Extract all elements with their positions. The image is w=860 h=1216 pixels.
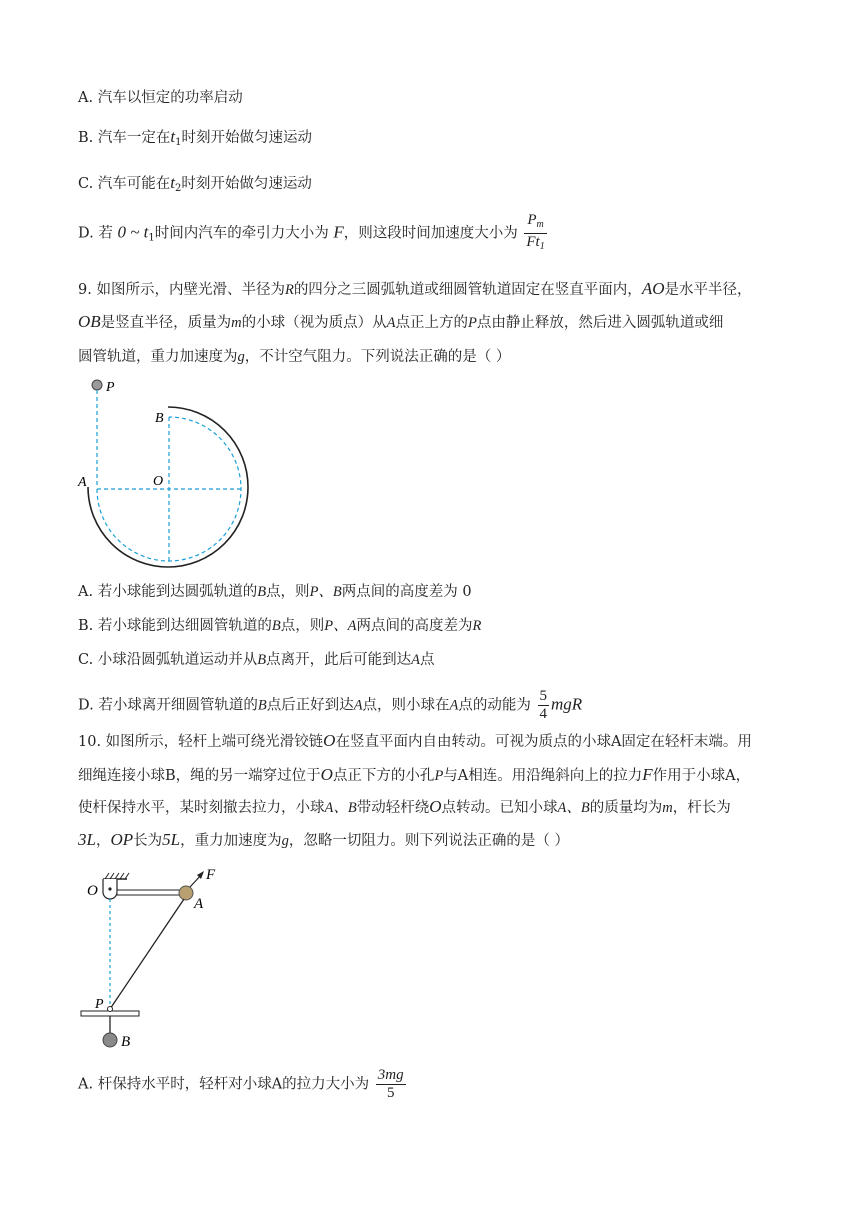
q9-stem-line-3: 圆管轨道，重力加速度为g，不计空气阻力。下列说法正确的是（ ） xyxy=(78,349,511,365)
q9-option-c: C. 小球沿圆弧轨道运动并从B点离开，此后可能到达A点 xyxy=(78,652,435,668)
q8-option-b: B. 汽车一定在$t_1$时刻开始做匀速运动 xyxy=(78,127,312,148)
label-p: P xyxy=(106,380,115,395)
hole-p xyxy=(108,1007,113,1012)
label-a: A xyxy=(78,475,87,490)
q8-option-d: D. 若 0 ~ $t_1$时间内汽车的牵引力大小为 F，则这段时间加速度大小为 $\frac{P_m}{Ft_1}$ xyxy=(78,212,549,255)
label-o: O xyxy=(87,883,98,899)
label-p: P xyxy=(95,997,104,1012)
string-pa xyxy=(110,899,184,1009)
q9-stem-line-1: 9. 如图所示，内壁光滑、半径为R的四分之三圆弧轨道或细圆管轨道固定在竖直平面内，AO是水平半径， xyxy=(78,279,752,298)
q9-track-figure xyxy=(75,372,260,572)
q9-option-b: B. 若小球能到达细圆管轨道的B点，则P、A两点间的高度差为R xyxy=(78,618,482,634)
ball-b xyxy=(103,1033,117,1047)
five-quarters-fraction: $\frac{5}{4}$ xyxy=(539,688,548,722)
label-b: B xyxy=(155,411,164,426)
q10-stem-line-4: 3L，OP长为5L，重力加速度为g，忽略一切阻力。则下列说法正确的是（ ） xyxy=(78,830,569,849)
q9-option-a: A. 若小球能到达圆弧轨道的B点，则P、B两点间的高度差为 0 xyxy=(78,584,472,600)
q10-option-a: A. 杆保持水平时，轻杆对小球A的拉力大小为 $\frac{3mg}{5}$ xyxy=(78,1067,404,1101)
q8-option-c: C. 汽车可能在$t_2$时刻开始做匀速运动 xyxy=(78,173,312,194)
label-o: O xyxy=(153,474,164,489)
label-b: B xyxy=(121,1034,131,1050)
power-over-force-fraction: $\frac{P_m}{Ft_1}$ xyxy=(526,212,545,252)
q9-option-d: D. 若小球离开细圆管轨道的B点后正好到达A点，则小球在A点的动能为 $\frac{5}{4}$ mgR xyxy=(78,688,583,722)
ceiling-hatch xyxy=(105,873,129,879)
q8-option-a: A. 汽车以恒定的功率启动 xyxy=(78,90,243,106)
light-rod xyxy=(117,890,182,895)
ball-p xyxy=(92,380,102,390)
three-mg-over-five-fraction: $\frac{3mg}{5}$ xyxy=(377,1067,404,1101)
q9-stem-line-2: OB是竖直半径，质量为m的小球（视为质点）从A点正上方的P点由静止释放，然后进入圆弧轨道或细 xyxy=(78,312,724,331)
label-a: A xyxy=(194,896,204,912)
ball-a xyxy=(179,886,193,900)
q10-stem-line-1: 10. 如图所示，轻杆上端可绕光滑铰链O在竖直平面内自由转动。可视为质点的小球A固定在轻杆末端。用 xyxy=(78,731,752,750)
q10-rod-figure xyxy=(75,862,235,1057)
three-quarter-track xyxy=(88,407,248,567)
hinge-pin xyxy=(108,887,111,890)
q10-stem-line-3: 使杆保持水平，某时刻撤去拉力，小球A、B带动轻杆绕O点转动。已知小球A、B的质量均为m，杆长为 xyxy=(78,797,731,816)
label-f: F xyxy=(206,867,216,883)
q10-stem-line-2: 细绳连接小球B，绳的另一端穿过位于O点正下方的小孔P与A相连。用沿绳斜向上的拉力F作用于小球A， xyxy=(78,765,751,784)
